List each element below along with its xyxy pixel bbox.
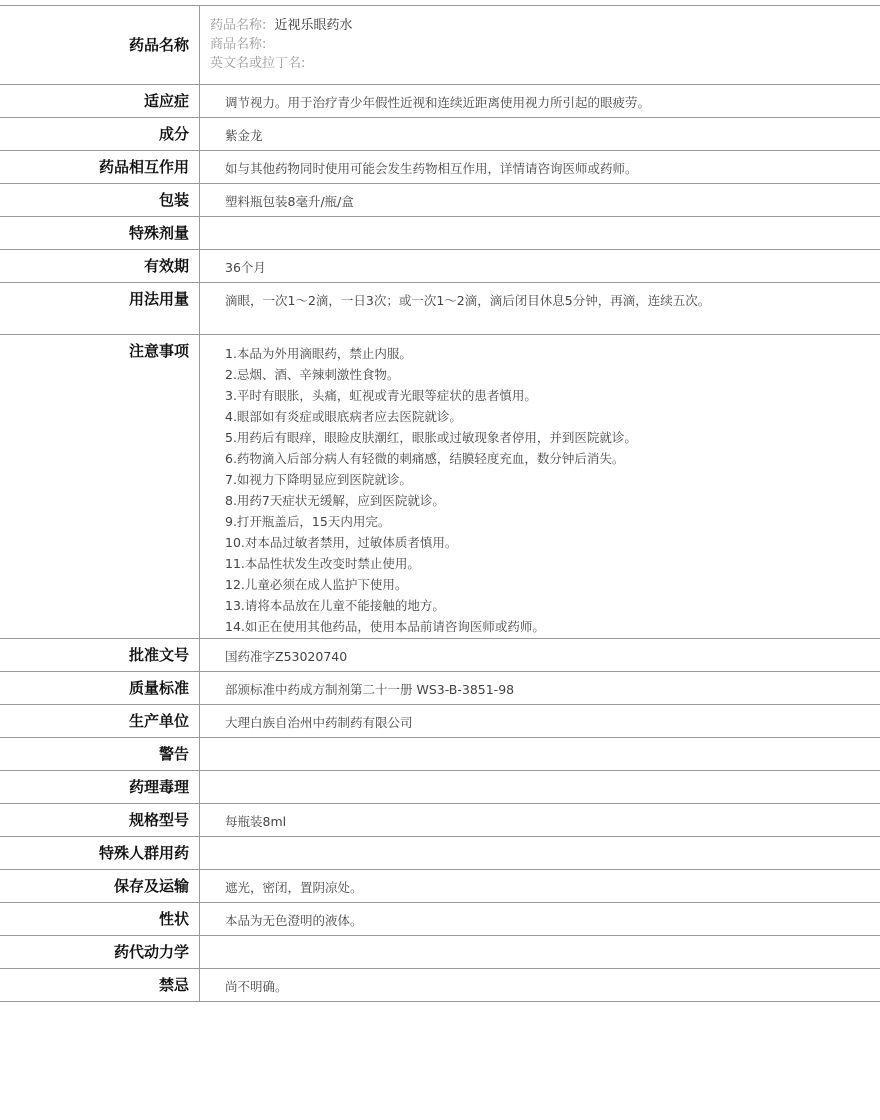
row-spec <box>0 804 880 837</box>
row-label: 禁忌 <box>0 969 200 1001</box>
drug-name-value: 近视乐眼药水 <box>274 18 353 33</box>
row-appearance <box>0 903 880 936</box>
precaution-item: 14.如正在使用其他药品，使用本品前请咨询医师或药师。 <box>225 619 545 634</box>
trade-name-key: 商品名称: <box>210 37 267 52</box>
row-label: 药代动力学 <box>0 936 200 968</box>
row-value: 国药准字Z53020740 <box>225 649 348 664</box>
row-shelf-life <box>0 250 880 283</box>
row-label: 成分 <box>0 118 200 150</box>
row-label: 注意事项 <box>0 335 200 638</box>
row-value <box>200 217 880 249</box>
row-value: 36个月 <box>225 260 266 275</box>
row-value <box>200 936 880 968</box>
row-value: 大理白族自治州中药制药有限公司 <box>225 715 413 730</box>
row-interactions <box>0 151 880 184</box>
row-value <box>200 771 880 803</box>
row-value <box>200 837 880 869</box>
row-label: 药品相互作用 <box>0 151 200 183</box>
row-label: 包装 <box>0 184 200 216</box>
row-warning <box>0 738 880 771</box>
row-ingredients <box>0 118 880 151</box>
row-special-population <box>0 837 880 870</box>
row-value: 尚不明确。 <box>225 979 288 994</box>
precaution-item: 1.本品为外用滴眼药，禁止内服。 <box>225 346 412 361</box>
row-label: 适应症 <box>0 85 200 117</box>
precaution-item: 12.儿童必须在成人监护下使用。 <box>225 577 408 592</box>
row-value: 部颁标准中药成方制剂第二十一册 WS3-B-3851-98 <box>225 682 515 697</box>
row-contraindications <box>0 969 880 1002</box>
precaution-item: 8.用药7天症状无缓解，应到医院就诊。 <box>225 493 445 508</box>
row-label: 有效期 <box>0 250 200 282</box>
row-label: 警告 <box>0 738 200 770</box>
precautions-list <box>200 335 880 638</box>
row-precautions <box>0 335 880 639</box>
precaution-item: 9.打开瓶盖后，15天内用完。 <box>225 514 391 529</box>
row-label: 用法用量 <box>0 283 200 334</box>
precaution-item: 13.请将本品放在儿童不能接触的地方。 <box>225 598 445 613</box>
precaution-item: 4.眼部如有炎症或眼底病者应去医院就诊。 <box>225 409 462 424</box>
precaution-item: 6.药物滴入后部分病人有轻微的刺痛感，结膜轻度充血，数分钟后消失。 <box>225 451 625 466</box>
row-label: 保存及运输 <box>0 870 200 902</box>
precaution-item: 11.本品性状发生改变时禁止使用。 <box>225 556 420 571</box>
drug-name-key: 药品名称: <box>210 18 267 33</box>
row-special-dosage <box>0 217 880 250</box>
row-label: 性状 <box>0 903 200 935</box>
precaution-item: 2.忌烟、酒、辛辣刺激性食物。 <box>225 367 400 382</box>
precaution-item: 10.对本品过敏者禁用，过敏体质者慎用。 <box>225 535 458 550</box>
row-label: 规格型号 <box>0 804 200 836</box>
row-standard <box>0 672 880 705</box>
row-usage <box>0 283 880 335</box>
row-value: 紫金龙 <box>225 128 263 143</box>
row-value: 本品为无色澄明的液体。 <box>225 913 363 928</box>
row-approval <box>0 639 880 672</box>
row-pharmacokinetics <box>0 936 880 969</box>
drug-info-table <box>0 5 880 1002</box>
drug-name-block <box>200 6 880 84</box>
row-value: 如与其他药物同时使用可能会发生药物相互作用，详情请咨询医师或药师。 <box>225 161 638 176</box>
row-pharmacology <box>0 771 880 804</box>
row-label: 药品名称 <box>0 6 200 84</box>
row-package <box>0 184 880 217</box>
row-label: 药理毒理 <box>0 771 200 803</box>
row-storage <box>0 870 880 903</box>
english-name-key: 英文名或拉丁名: <box>210 56 306 71</box>
row-value: 遮光，密闭，置阴凉处。 <box>225 880 363 895</box>
row-drug-name <box>0 5 880 85</box>
precaution-item: 3.平时有眼胀，头痛，虹视或青光眼等症状的患者慎用。 <box>225 388 537 403</box>
row-manufacturer <box>0 705 880 738</box>
row-label: 特殊剂量 <box>0 217 200 249</box>
row-value: 塑料瓶包装8毫升/瓶/盒 <box>225 194 354 209</box>
row-label: 特殊人群用药 <box>0 837 200 869</box>
row-value: 每瓶装8ml <box>225 814 287 829</box>
row-label: 生产单位 <box>0 705 200 737</box>
row-label: 质量标准 <box>0 672 200 704</box>
row-label: 批准文号 <box>0 639 200 671</box>
precaution-item: 5.用药后有眼痒，眼睑皮肤潮红，眼胀或过敏现象者停用，并到医院就诊。 <box>225 430 637 445</box>
row-value: 滴眼，一次1～2滴，一日3次；或一次1～2滴，滴后闭目休息5分钟，再滴，连续五次。 <box>225 293 711 308</box>
precaution-item: 7.如视力下降明显应到医院就诊。 <box>225 472 412 487</box>
row-value: 调节视力。用于治疗青少年假性近视和连续近距离使用视力所引起的眼疲劳。 <box>225 95 651 110</box>
row-indication <box>0 85 880 118</box>
row-value <box>200 738 880 770</box>
drug-name-line <box>210 16 880 35</box>
